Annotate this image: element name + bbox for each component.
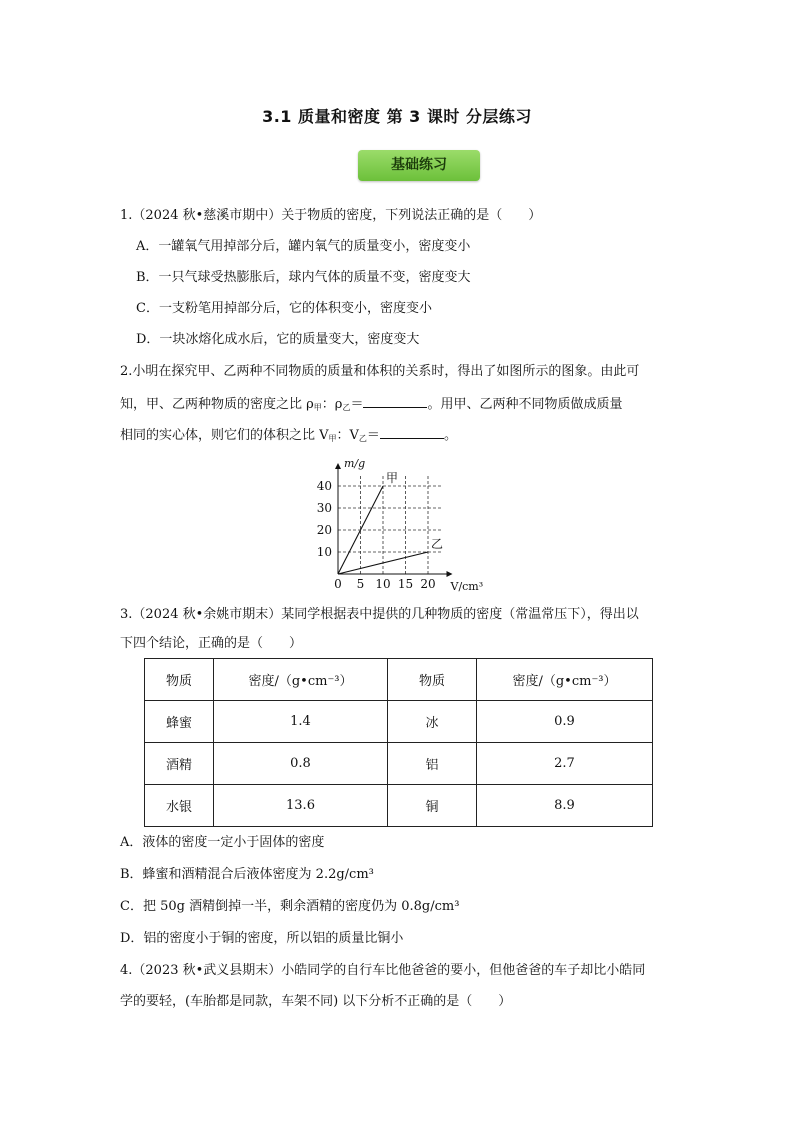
table-header-cell: 密度/（g•cm⁻³）	[214, 659, 388, 701]
q3-option-c: C．把 50g 酒精倒掉一半，剩余酒精的密度仍为 0.8g/cm³	[120, 899, 460, 914]
y-tick-label: 20	[316, 523, 332, 537]
x-tick-label: 5	[356, 577, 365, 591]
q2-sub-jia: 甲	[313, 403, 322, 412]
q2-line3	[120, 424, 457, 449]
series-label-jia: 甲	[386, 471, 399, 485]
y-tick-label: 40	[316, 479, 332, 493]
series-line-yi	[338, 552, 428, 574]
q2-answer-blank-2[interactable]	[380, 424, 444, 439]
q2-sub-jia-2: 甲	[328, 434, 337, 443]
x-tick-label: 20	[420, 577, 436, 591]
q2-line3-text-b: ：V	[336, 428, 359, 443]
table-cell: 冰	[388, 701, 477, 743]
table-cell: 酒精	[145, 743, 214, 785]
table-row	[145, 785, 653, 827]
y-tick-label: 10	[316, 545, 332, 559]
q1-stem: 1.（2024 秋•慈溪市期中）关于物质的密度，下列说法正确的是（ ）	[120, 208, 542, 223]
q4-line1: 4.（2023 秋•武义县期末）小皓同学的自行车比他爸爸的要小，但他爸爸的车子却比小皓同	[120, 963, 646, 978]
table-header-row	[145, 659, 653, 701]
x-axis-arrow	[447, 571, 453, 577]
q2-line1: 2.小明在探究甲、乙两种不同物质的质量和体积的关系时，得出了如图所示的图象。由此可	[120, 364, 640, 379]
table-cell: 13.6	[214, 785, 388, 827]
y-tick-label: 30	[316, 501, 332, 515]
table-header-cell: 物质	[145, 659, 214, 701]
density-table	[144, 658, 653, 827]
table-cell: 2.7	[477, 743, 653, 785]
q2-line2-text-c: ＝	[350, 397, 364, 412]
table-cell: 水银	[145, 785, 214, 827]
q2-answer-blank-1[interactable]	[363, 393, 427, 408]
table-cell: 铜	[388, 785, 477, 827]
q2-sub-yi-2: 乙	[358, 434, 367, 443]
table-cell: 8.9	[477, 785, 653, 827]
series-label-yi: 乙	[431, 537, 444, 551]
q2-line3-text-d: 。	[443, 428, 457, 443]
y-axis-arrow	[335, 463, 341, 469]
q1-option-d: D．一块冰熔化成水后，它的质量变大，密度变大	[136, 332, 420, 347]
q2-line3-text-c: ＝	[366, 428, 380, 443]
q1-option-c: C．一支粉笔用掉部分后，它的体积变小，密度变小	[136, 301, 432, 316]
q1-option-a: A．一罐氧气用掉部分后，罐内氧气的质量变小，密度变小	[136, 239, 471, 254]
q2-line2	[120, 393, 622, 418]
table-row	[145, 743, 653, 785]
q3-line1: 3.（2024 秋•余姚市期末）某同学根据表中提供的几种物质的密度（常温常压下），得出以	[120, 607, 639, 622]
q2-line3-text-a: 相同的实心体，则它们的体积之比 V	[120, 428, 329, 443]
q2-line2-text-d: 。用甲、乙两种不同物质做成质量	[427, 397, 623, 412]
y-axis-label: m/g	[344, 457, 366, 470]
q2-sub-yi: 乙	[342, 403, 351, 412]
table-cell: 蜂蜜	[145, 701, 214, 743]
page-title: 3.1 质量和密度 第 3 课时 分层练习	[262, 107, 532, 126]
q1-option-b: B．一只气球受热膨胀后，球内气体的质量不变，密度变大	[136, 270, 471, 285]
q2-line2-text-a: 知，甲、乙两种物质的密度之比 ρ	[120, 397, 314, 412]
x-tick-label: 10	[375, 577, 391, 591]
q3-option-a: A．液体的密度一定小于固体的密度	[120, 835, 325, 850]
table-header-cell: 密度/（g•cm⁻³）	[477, 659, 653, 701]
mass-volume-chart	[310, 448, 510, 594]
q3-option-d: D．铝的密度小于铜的密度，所以铝的质量比铜小	[120, 931, 404, 946]
table-cell: 铝	[388, 743, 477, 785]
q3-option-b: B．蜂蜜和酒精混合后液体密度为 2.2g/cm³	[120, 867, 374, 882]
q4-line2: 学的要轻，(车胎都是同款，车架不同) 以下分析不正确的是（ ）	[120, 994, 512, 1009]
table-header-cell: 物质	[388, 659, 477, 701]
x-tick-label: 15	[397, 577, 414, 591]
table-row	[145, 701, 653, 743]
q3-line2: 下四个结论，正确的是（ ）	[120, 636, 303, 651]
x-tick-label: 0	[334, 577, 342, 591]
table-cell: 1.4	[214, 701, 388, 743]
x-axis-label: V/cm³	[450, 580, 484, 593]
q2-line2-text-b: ：ρ	[321, 397, 343, 412]
section-badge: 基础练习	[358, 150, 480, 181]
table-cell: 0.8	[214, 743, 388, 785]
table-cell: 0.9	[477, 701, 653, 743]
